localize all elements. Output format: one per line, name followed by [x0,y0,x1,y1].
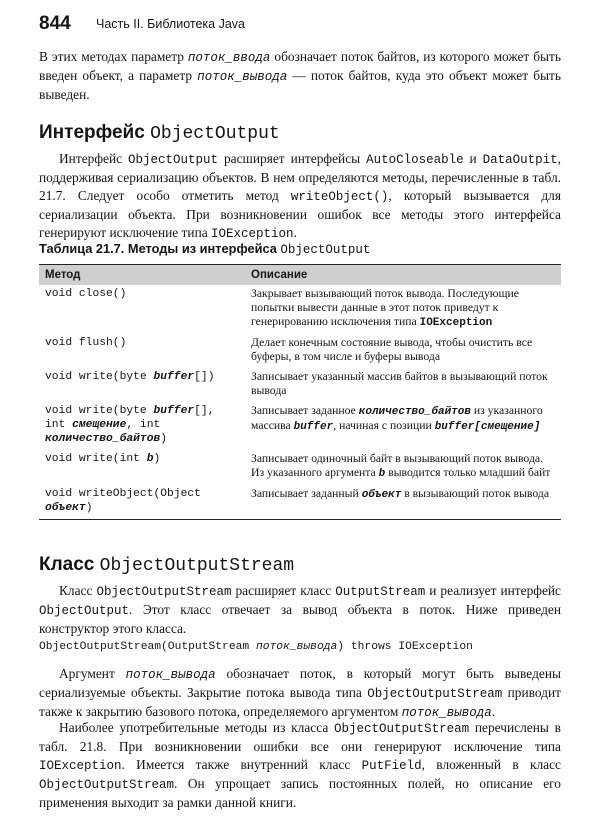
table-row [39,450,561,485]
objectoutputstream-intro: Класс ObjectOutputStream расширяет класс OutputStream и реализует интерфейс ObjectOutput. Этот класс отвечает за вывод объекта в поток. Ниже приведен конструктор этого класса. [39,583,561,636]
method-signature: void write(int b) [45,453,161,465]
table-row [39,368,561,402]
method-description: Закрывает вызывающий поток вывода. Последующие попытки вывести данные в этот поток приведут к генерированию исключения типа IOException [251,287,519,329]
method-signature: void close() [45,288,127,300]
table-row [39,285,561,334]
method-description: Записывает указанный массив байтов в вызывающий поток вывода [251,370,548,397]
running-title: Часть II. Библиотека Java [96,17,245,31]
table-row [39,334,561,368]
method-signature: void flush() [45,337,127,349]
column-header-description: Описание [245,265,561,286]
constructor-signature: ObjectOutputStream(OutputStream поток_вывода) throws IOException [39,641,473,653]
argument-paragraph: Аргумент поток_вывода обозначает поток, в который могут быть выведены сериализуемые объекты. Закрытие потока вывода типа ObjectOutputStream приводит также к закрытию базового потока, определяемого аргументом поток_вывода. [39,666,561,720]
method-description: Делает конечным состояние вывода, чтобы очистить все буферы, в том числе и буферы вывода [251,336,533,363]
method-signature: void write(byte buffer[]) [45,371,215,383]
table-header-row [39,265,561,286]
page-number: 844 [39,13,71,34]
method-description: Записывает заданное количество_байтов из указанного массива buffer, начиная с позиции buffer[смещение] [251,404,543,433]
methods-table [39,264,561,520]
section-heading-objectoutputstream: Класс ObjectOutputStream [39,554,295,576]
intro-paragraph: В этих методах параметр поток_ввода обозначает поток байтов, из которого может быть введен объект, а параметр поток_вывода — поток байтов, куда это объект может быть выведен. [39,49,561,102]
column-header-method: Метод [39,265,245,286]
table-row [39,485,561,520]
table-caption: Таблица 21.7. Методы из интерфейса ObjectOutput [39,241,371,257]
page-header [39,13,561,41]
table-row [39,402,561,450]
method-description: Записывает одиночный байт в вызывающий поток вывода. Из указанного аргумента b выводится только младший байт [251,452,551,480]
method-description: Записывает заданный объект в вызывающий поток вывода [245,485,561,520]
methods-summary-paragraph: Наиболее употребительные методы из класса ObjectOutputStream перечислены в табл. 21.8. При возникновении ошибки все они генерируют исключение типа IOException. Имеется также внутренний класс PutField, вложенный в класс ObjectOutputStream. Он упрощает запись постоянных полей, но описание его применения выходит за рамки данной книги. [39,720,561,810]
objectoutput-description: Интерфейс ObjectOutput расширяет интерфейсы AutoCloseable и DataOutpit, поддерживая сериализацию объектов. В нем определяются методы, перечисленные в табл. 21.7. Следует особо отметить метод writeObject(), который вызывается для сериализации объекта. При возникновении ошибок все методы этого интерфейса генерируют исключение типа IOException. [39,151,561,241]
method-signature: void write(byte buffer[], int смещение, int количество_байтов) [45,405,215,445]
section-heading-objectoutput: Интерфейс ObjectOutput [39,122,280,144]
method-signature: void writeObject(Object объект) [39,485,245,520]
